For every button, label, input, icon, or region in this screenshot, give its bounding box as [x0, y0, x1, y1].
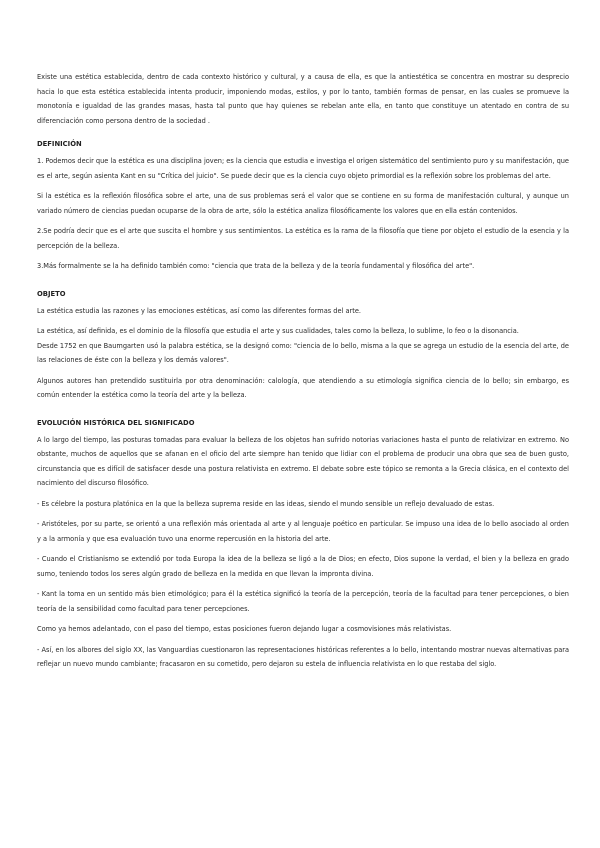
definicion-paragraph: 1. Podemos decir que la estética es una disciplina joven; es la ciencia que estudia e investiga el origen sistemático del sentimiento puro y su manifestación, que es el arte, según asienta Kant en su "Crítica del juicio". Se puede decir que es la ciencia cuyo objeto primordial es la reflexión sobre los problemas del arte. [37, 157, 569, 180]
evolucion-paragraph: A lo largo del tiempo, las posturas tomadas para evaluar la belleza de los objetos han sufrido notorias variaciones hasta el punto de relativizar en extremo. No obstante, muchos de aquellos que se afanan en el oficio del arte siempre han tenido que lidiar con el problema de producir una obra que sea de buen gusto, circunstancia que es difícil de satisfacer desde una postura relativista en extremo. El debate sobre este tópico se remonta a la Grecia clásica, en el contexto del nacimiento del discurso filosófico. [37, 435, 569, 487]
section-heading-evolucion: EVOLUCIÓN HISTÓRICA DEL SIGNIFICADO [37, 418, 195, 427]
objeto-paragraph: La estética, así definida, es el dominio de la filosofía que estudia el arte y sus cualidades, tales como la belleza, lo sublime, lo feo o la disonancia. [37, 327, 519, 335]
section-heading-definicion: DEFINICIÓN [37, 140, 82, 148]
evolucion-paragraph: - Kant la toma en un sentido más bien etimológico; para él la estética significó la teoría de la percepción, teoría de la facultad para tener percepciones, o bien teoría de la sensibilidad como facultad para tener percepciones. [37, 590, 569, 613]
intro-paragraph: Existe una estética establecida, dentro de cada contexto histórico y cultural, y a causa de ella, es que la antiestética se concentra en mostrar su desprecio hacia lo que esta estética establecida intenta producir, imponiendo modas, estilos, y por lo tanto, también formas de pensar, en las cuales se promueve la monotonía e igualdad de las grandes masas, hasta tal punto que hay quienes se rebelan ante ella, en tanto que constituye un atentado en contra de su diferenciación como persona dentro de la sociedad . [37, 73, 569, 125]
objeto-paragraph: Desde 1752 en que Baumgarten usó la palabra estética, se la designó como: "ciencia de lo bello, misma a la que se agrega un estudio de la esencia del arte, de las relaciones de éste con la belleza y los demás valores". [37, 341, 569, 364]
evolucion-paragraph: - Así, en los albores del siglo XX, las Vanguardias cuestionaron las representaciones históricas referentes a lo bello, intentando mostrar nuevas alternativas para reflejar un nuevo mundo cambiante; fracasaron en su cometido, pero dejaron su estela de influencia relativista en lo que restaba del siglo. [37, 645, 569, 668]
objeto-paragraph: Algunos autores han pretendido sustituirla por otra denominación: calología, que atendiendo a su etimología significa ciencia de lo bello; sin embargo, es común entender la estética como la teoría del arte y la belleza. [37, 376, 569, 399]
evolucion-paragraph: - Cuando el Cristianismo se extendió por toda Europa la idea de la belleza se ligó a la de Dios; en efecto, Dios supone la verdad, el bien y la belleza en grado sumo, teniendo todos los seres algún grado de belleza en la medida en que llevan la impronta divina. [37, 555, 569, 578]
objeto-paragraph: La estética estudia las razones y las emociones estéticas, así como las diferentes formas del arte. [37, 306, 361, 315]
section-heading-objeto: OBJETO [37, 289, 66, 298]
evolucion-paragraph: Como ya hemos adelantado, con el paso del tiempo, estas posiciones fueron dejando lugar a cosmovisiones más relativistas. [37, 625, 452, 633]
definicion-paragraph: 3.Más formalmente se la ha definido también como: "ciencia que trata de la belleza y de la teoría fundamental y filosófica del arte". [37, 262, 475, 270]
definicion-paragraph: Si la estética es la reflexión filosófica sobre el arte, una de sus problemas será el valor que se contiene en su forma de manifestación cultural, y aunque un variado número de ciencias puedan ocuparse de la obra de arte, sólo la estética analiza filosóficamente los valores que en ella están contenidos. [37, 192, 569, 215]
evolucion-paragraph: - Aristóteles, por su parte, se orientó a una reflexión más orientada al arte y al lenguaje poético en particular. Se impuso una idea de lo bello asociado al orden y a la armonía y que esa evaluación tuvo una enorme repercusión en la historia del arte. [37, 520, 569, 543]
definicion-paragraph: 2.Se podría decir que es el arte que suscita el hombre y sus sentimientos. La estética es la rama de la filosofía que tiene por objeto el estudio de la esencia y la percepción de la belleza. [37, 227, 569, 250]
evolucion-paragraph: - Es célebre la postura platónica en la que la belleza suprema reside en las ideas, siendo el mundo sensible un reflejo devaluado de estas. [37, 499, 495, 508]
